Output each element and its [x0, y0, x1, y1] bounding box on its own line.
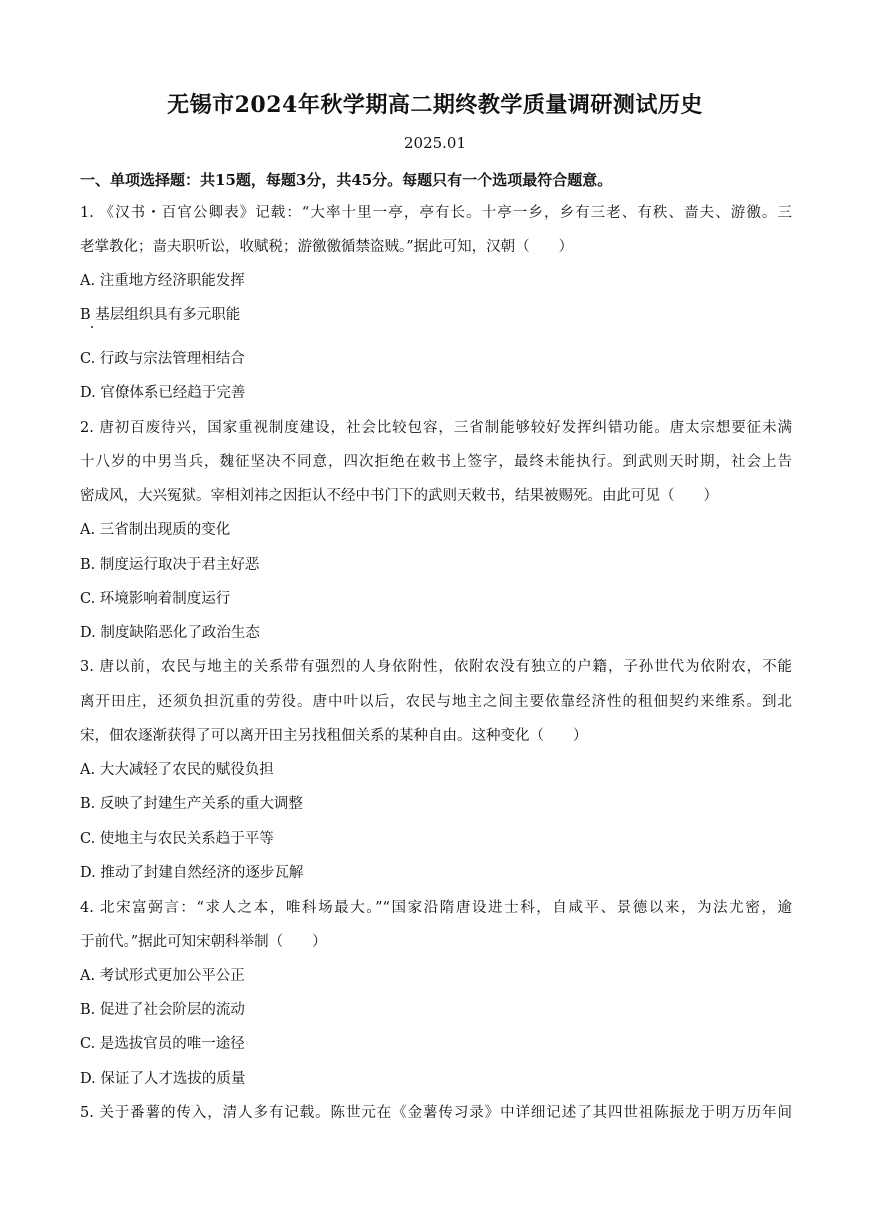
question-1-option-d: D. 官僚体系已经趋于完善: [80, 385, 246, 401]
question-4-stem-line-1: 4. 北宋富弼言：“求人之本，唯科场最大。”“国家沿隋唐设进士科，自咸平、景德以来，为法尤密，逾: [80, 900, 792, 916]
question-2-option-b: B. 制度运行取决于君主好恶: [80, 557, 260, 573]
question-1-option-c: C. 行政与宗法管理相结合: [80, 351, 245, 367]
question-3-stem-line-3: 宋，佃农逐渐获得了可以离开田主另找租佃关系的某种自由。这种变化（ ）: [80, 728, 588, 744]
question-2-option-c: C. 环境影响着制度运行: [80, 591, 231, 607]
question-1-option-a: A. 注重地方经济职能发挥: [80, 273, 245, 289]
stray-dot-mark: [91, 326, 93, 328]
question-3-option-c: C. 使地主与农民关系趋于平等: [80, 831, 274, 847]
question-2-option-a: A. 三省制出现质的变化: [80, 522, 231, 538]
question-3-option-a: A. 大大减轻了农民的赋役负担: [80, 762, 274, 778]
question-2-stem-line-2: 十八岁的中男当兵，魏征坚决不同意，四次拒绝在敕书上签字，最终未能执行。到武则天时期，社会上告: [80, 454, 792, 470]
question-3-stem-line-2: 离开田庄，还须负担沉重的劳役。唐中叶以后，农民与地主之间主要依靠经济性的租佃契约来维系。到北: [80, 694, 792, 710]
question-4-option-c: C. 是选拔官员的唯一途径: [80, 1036, 245, 1052]
question-5-stem-line-1: 5. 关于番薯的传入，清人多有记载。陈世元在《金薯传习录》中详细记述了其四世祖陈振龙于明万历年间: [80, 1105, 792, 1121]
exam-date: 2025.01: [403, 134, 467, 152]
question-3-stem-line-1: 3. 唐以前，农民与地主的关系带有强烈的人身依附性，依附农没有独立的户籍，子孙世代为依附农，不能: [80, 659, 792, 675]
question-2-stem-line-3: 密成风，大兴冤狱。宰相刘祎之因拒认不经中书门下的武则天敕书，结果被赐死。由此可见（ ）: [80, 488, 718, 504]
question-1-stem-line-2: 老掌教化；啬夫职听讼，收赋税；游徼徼循禁盗贼。”据此可知，汉朝（ ）: [80, 239, 574, 255]
question-4-option-d: D. 保证了人才选拔的质量: [80, 1071, 246, 1087]
question-3-option-d: D. 推动了封建自然经济的逐步瓦解: [80, 865, 304, 881]
question-3-option-b: B. 反映了封建生产关系的重大调整: [80, 796, 303, 812]
question-2-option-d: D. 制度缺陷恶化了政治生态: [80, 625, 260, 641]
question-4-option-b: B. 促进了社会阶层的流动: [80, 1002, 245, 1018]
question-4-stem-line-2: 于前代。”据此可知宋朝科举制（ ）: [80, 934, 327, 950]
question-1-option-b: B 基层组织具有多元职能: [80, 307, 241, 323]
page-title: 无锡市2024年秋学期高二期终教学质量调研测试历史: [167, 92, 703, 118]
question-4-option-a: A. 考试形式更加公平公正: [80, 968, 245, 984]
question-2-stem-line-1: 2. 唐初百废待兴，国家重视制度建设，社会比较包容，三省制能够较好发挥纠错功能。唐太宗想要征未满: [80, 420, 792, 436]
question-1-stem-line-1: 1. 《汉书・百官公卿表》记载：“大率十里一亭，亭有长。十亭一乡，乡有三老、有秩、啬夫、游徼。三: [80, 205, 792, 221]
section-heading: 一、单项选择题：共15题，每题3分，共45分。每题只有一个选项最符合题意。: [80, 171, 613, 189]
